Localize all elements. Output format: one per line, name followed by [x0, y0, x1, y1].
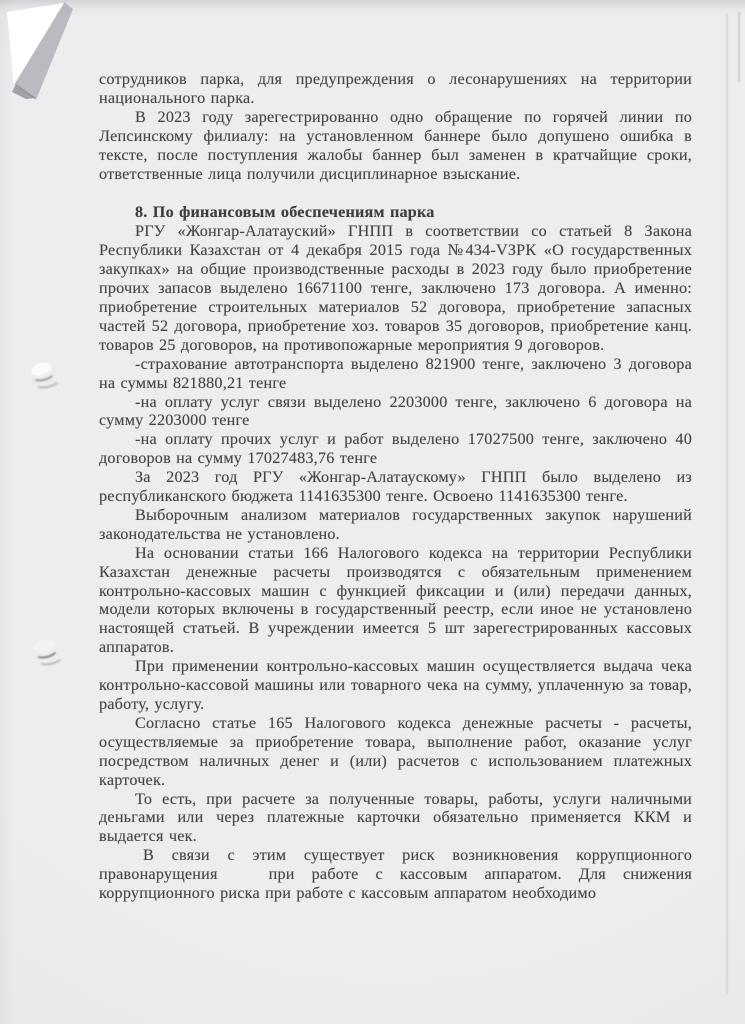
paragraph: сотрудников парка, для предупреждения о лесонарушениях на территории национального парка. — [99, 70, 692, 107]
paragraph: Выборочным анализом материалов государственных закупок нарушений законодательства не установлено. — [99, 505, 692, 543]
paper-edge-line — [726, 14, 728, 994]
paragraph: Согласно статье 165 Налогового кодекса денежные расчеты - расчеты, осуществляемые за приобретение товара, выполнение работ, оказание услуг посредством наличных денег и (или) расчетов с использованием платежных карточек. — [99, 713, 692, 789]
paragraph: РГУ «Жонгар-Алатауский» ГНПП в соответствии со статьей 8 Закона Республики Казахстан от 4 декабря 2015 года №434-VЗРК «О государственных закупках» на общие производственные расходы в 2023 году было приобретение прочих запасов выделено 16671100 тенге, заключено 173 договора. А именно: приобретение строительных материалов 52 договора, приобретение запасных частей 52 договора, приобретение хоз. товаров 35 договоров, приобретение канц. товаров 25 договоров, на противопожарные мероприятия 9 договоров. — [99, 222, 692, 354]
document-text-block — [99, 70, 692, 903]
paragraph: В 2023 году зарегестрированно одно обращение по горячей линии по Лепсинскому филиалу: на установленном баннере было допушено ошибка в тексте, после поступления жалобы баннер был заменен в кратчайщие сроки, ответственные лица получили дисциплинарное взыскание. — [99, 107, 692, 183]
paragraph: В связи с этим существует риск возникновения коррупционного правонарущения при работе с кассовым аппаратом. Для снижения коррупционного риска при работе с кассовым аппаратом необходимо — [99, 846, 692, 903]
hole-punch-mark — [31, 363, 65, 399]
paragraph-expense-item: -на оплату прочих услуг и работ выделено 17027500 тенге, заключено 40 договоров на сумму 17027483,76 тенге — [99, 430, 692, 468]
paper-edge-line — [738, 12, 740, 82]
paragraph-expense-item: -страхование автотранспорта выделено 821900 тенге, заключено 3 договора на суммы 821880,21 тенге — [99, 354, 692, 392]
section-heading: 8. По финансовым обеспечениям парка — [135, 203, 435, 222]
paragraph: На основании статьи 166 Налогового кодекса на территории Республики Казахстан денежные расчеты производятся с обязательным применением контрольно-кассовых машин с функцией фиксации и (или) передачи данных, модели которых включены в государственный реестр, если иное не установлено настоящей статьей. В учреждении имеется 5 шт зарегестрированных кассовых аппаратов. — [99, 543, 692, 657]
hole-punch-mark — [34, 640, 68, 676]
paragraph: При применении контрольно-кассовых машин осуществляется выдача чека контрольно-кассовой машины или товарного чека на сумму, уплаченную за товар, работу, услугу. — [99, 657, 692, 713]
paragraph: То есть, при расчете за полученные товары, работы, услуги наличными деньгами или через платежные карточки обязательно применяется ККМ и выдается чек. — [99, 789, 692, 846]
paragraph: За 2023 год РГУ «Жонгар-Алатаускому» ГНПП было выделено из республиканского бюджета 1141635300 тенге. Освоено 1141635300 тенге. — [99, 468, 692, 506]
paragraph-expense-item: -на оплату услуг связи выделено 2203000 тенге, заключено 6 договора на сумму 2203000 тенге — [99, 392, 692, 430]
